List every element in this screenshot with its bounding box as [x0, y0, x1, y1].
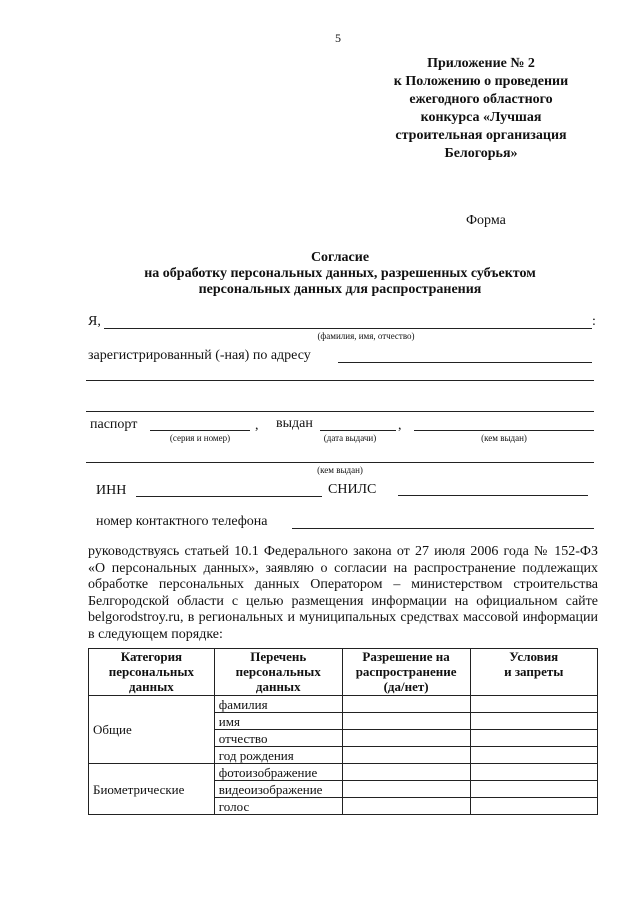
- permission-input[interactable]: [342, 730, 470, 747]
- conditions-input[interactable]: [470, 713, 597, 730]
- item-cell: фотоизображение: [214, 764, 342, 781]
- document-title: [60, 250, 620, 298]
- issue-date-field[interactable]: [320, 430, 396, 431]
- issued-by-hint: (кем выдан): [481, 433, 527, 443]
- permission-input[interactable]: [342, 798, 470, 815]
- conditions-input[interactable]: [470, 781, 597, 798]
- item-cell: видеоизображение: [214, 781, 342, 798]
- address-label: зарегистрированный (-ная) по адресу: [88, 348, 311, 363]
- issued-by-field-line-2[interactable]: [86, 462, 594, 463]
- paragraph-line: обработке персональных данных Оператором – министерством строительства: [88, 577, 598, 592]
- item-cell: имя: [214, 713, 342, 730]
- appendix-line: ежегодного областного: [409, 92, 553, 107]
- title-line: персональных данных для распространения: [198, 282, 482, 297]
- header-permission: Разрешение на распространение (да/нет): [342, 649, 470, 696]
- address-field-line-3[interactable]: [86, 411, 594, 412]
- phone-field[interactable]: [292, 528, 594, 529]
- passport-label: паспорт: [90, 417, 138, 432]
- table-row: [89, 764, 598, 781]
- paragraph-line: «О персональных данных», заявляю о согласии на распространение подлежащих: [88, 560, 598, 576]
- table-row: [89, 696, 598, 713]
- conditions-input[interactable]: [470, 747, 597, 764]
- paragraph-line: belgorodstroy.ru, в региональных и муниципальных средствах массовой информации: [88, 610, 598, 625]
- page-number: 5: [335, 31, 341, 45]
- series-hint: (серия и номер): [169, 433, 231, 443]
- conditions-input[interactable]: [470, 696, 597, 713]
- personal-data-table: [88, 648, 598, 815]
- comma: ,: [398, 418, 402, 433]
- table-header-row: [89, 649, 598, 696]
- full-name-hint: (фамилия, имя, отчество): [317, 331, 415, 341]
- item-cell: голос: [214, 798, 342, 815]
- snils-field[interactable]: [398, 495, 588, 496]
- comma: ,: [255, 418, 259, 433]
- date-hint: (дата выдачи): [323, 433, 377, 443]
- paragraph-line: руководствуясь статьей 10.1 Федерального закона от 27 июля 2006 года № 152-ФЗ: [88, 544, 598, 559]
- passport-series-field[interactable]: [150, 430, 250, 431]
- snils-label: СНИЛС: [328, 482, 377, 497]
- item-cell: отчество: [214, 730, 342, 747]
- appendix-line: строительная организация: [395, 128, 567, 143]
- ya-label: Я,: [88, 314, 101, 329]
- header-list: Перечень персональных данных: [214, 649, 342, 696]
- conditions-input[interactable]: [470, 764, 597, 781]
- paragraph-line: Белгородской области с целью размещения информации на официальном сайте: [88, 593, 598, 609]
- colon: :: [592, 314, 596, 329]
- form-label: Форма: [466, 213, 506, 228]
- address-field[interactable]: [338, 362, 592, 363]
- header-conditions: Условия и запреты: [470, 649, 597, 696]
- paragraph-line: в следующем порядке:: [88, 626, 223, 642]
- title-line: на обработку персональных данных, разрешенных субъектом: [144, 266, 536, 281]
- title-line: Согласие: [310, 250, 370, 265]
- header-category: Категория персональных данных: [89, 649, 215, 696]
- appendix-line: конкурса «Лучшая: [420, 110, 542, 125]
- conditions-input[interactable]: [470, 798, 597, 815]
- appendix-line: к Положению о проведении: [393, 74, 569, 89]
- permission-input[interactable]: [342, 696, 470, 713]
- permission-input[interactable]: [342, 781, 470, 798]
- permission-input[interactable]: [342, 747, 470, 764]
- category-cell: Общие: [89, 696, 215, 764]
- appendix-line: Белогорья»: [444, 146, 518, 161]
- permission-input[interactable]: [342, 713, 470, 730]
- address-field-line-2[interactable]: [86, 380, 594, 381]
- appendix-header: [372, 55, 590, 163]
- full-name-field[interactable]: [104, 328, 592, 329]
- issued-by-hint-2: (кем выдан): [317, 465, 363, 475]
- item-cell: год рождения: [214, 747, 342, 764]
- phone-label: номер контактного телефона: [96, 514, 268, 529]
- permission-input[interactable]: [342, 764, 470, 781]
- issued-label: выдан: [276, 416, 313, 431]
- issued-by-field[interactable]: [414, 430, 594, 431]
- conditions-input[interactable]: [470, 730, 597, 747]
- consent-paragraph: [88, 544, 598, 643]
- inn-field[interactable]: [136, 496, 322, 497]
- appendix-line: Приложение № 2: [427, 56, 535, 71]
- inn-label: ИНН: [96, 483, 127, 498]
- category-cell: Биометрические: [89, 764, 215, 815]
- item-cell: фамилия: [214, 696, 342, 713]
